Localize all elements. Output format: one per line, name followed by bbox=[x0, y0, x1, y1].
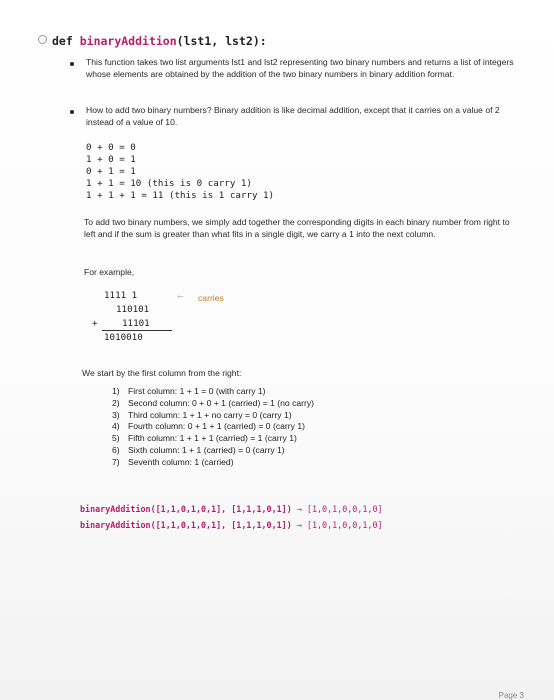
step-item: 6) Sixth column: 1 + 1 (carried) = 0 (carry 1) bbox=[112, 444, 285, 455]
rule-line: 0 + 0 = 0 bbox=[86, 142, 136, 153]
example-result: 1010010 bbox=[104, 332, 143, 343]
carries-label: carries bbox=[198, 293, 224, 303]
example-plus: + bbox=[92, 318, 98, 329]
function-args: (lst1, lst2): bbox=[176, 34, 267, 48]
page-number: Page 3 bbox=[498, 691, 524, 700]
rule-line: 1 + 1 = 10 (this is 0 carry 1) bbox=[86, 178, 252, 189]
explanation-paragraph: To add two binary numbers, we simply add together the corresponding digits in each binary number from right to left and if the sum is greater than what fits in a single digit, we carry a 1 into the next column. bbox=[84, 217, 510, 239]
bullet-icon bbox=[70, 110, 74, 114]
steps-list bbox=[112, 386, 314, 469]
carries-arrow: ← bbox=[176, 290, 186, 300]
rule-line: 1 + 0 = 1 bbox=[86, 154, 136, 165]
bullet-icon bbox=[70, 62, 74, 66]
step-item: 7) Seventh column: 1 (carried) bbox=[112, 456, 234, 467]
example-call: binaryAddition([1,1,0,1,0,1], [1,1,1,0,1]) → [1,0,1,0,0,1,0] bbox=[80, 504, 383, 514]
step-item: 3) Third column: 1 + 1 + no carry = 0 (carry 1) bbox=[112, 409, 292, 420]
outline-circle-icon bbox=[38, 35, 47, 44]
sum-divider bbox=[102, 330, 172, 331]
example-carries: 1111 1 bbox=[104, 290, 138, 301]
start-text: We start by the first column from the right: bbox=[82, 368, 242, 378]
example-call: binaryAddition([1,1,0,1,0,1], [1,1,1,0,1]) → [1,0,1,0,0,1,0] bbox=[80, 520, 383, 530]
example-operand-2: 11101 bbox=[122, 318, 150, 329]
step-item: 1) First column: 1 + 1 = 0 (with carry 1) bbox=[112, 386, 266, 396]
description-bullet: This function takes two list arguments lst1 and lst2 representing two binary numbers and returns a list of integers whose elements are obtained by the addition of the two binary numbers in binary addition format. bbox=[86, 57, 514, 79]
example-operand-1: 110101 bbox=[116, 304, 150, 315]
rule-line: 0 + 1 = 1 bbox=[86, 166, 136, 177]
rule-line: 1 + 1 + 1 = 11 (this is 1 carry 1) bbox=[86, 190, 275, 201]
function-name: binaryAddition bbox=[79, 34, 177, 48]
function-signature bbox=[52, 34, 267, 48]
step-item: 4) Fourth column: 0 + 1 + 1 (carried) = 0 (carry 1) bbox=[112, 421, 305, 432]
howto-bullet: How to add two binary numbers? Binary addition is like decimal addition, except that it carries on a value of 2 instead of a value of 10. bbox=[86, 105, 500, 127]
example-label: For example, bbox=[84, 267, 135, 277]
def-keyword: def bbox=[52, 34, 73, 48]
step-item: 5) Fifth column: 1 + 1 + 1 (carried) = 1 (carry 1) bbox=[112, 433, 297, 444]
step-item: 2) Second column: 0 + 0 + 1 (carried) = 1 (no carry) bbox=[112, 397, 315, 408]
